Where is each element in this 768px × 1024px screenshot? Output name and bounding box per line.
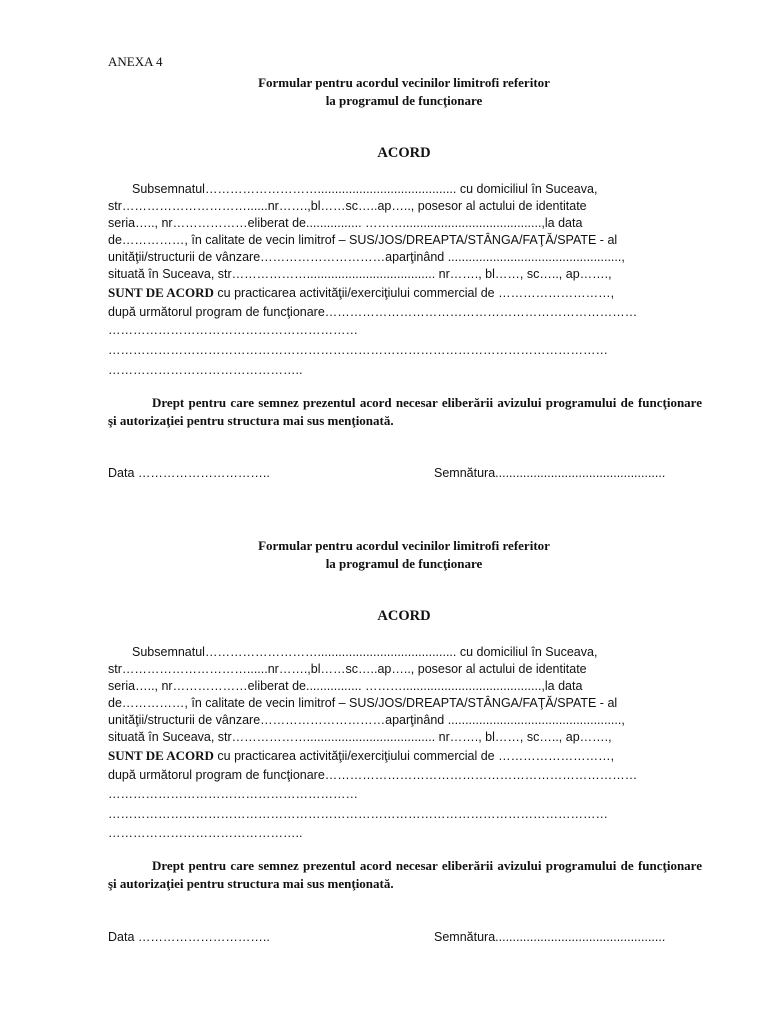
field-line-address: str…………………………......nr…….,bl……sc…..ap….., posesor al actului de identitate (108, 199, 587, 213)
field-line-location: situată în Suceava, str………………..................................... nr……., bl……, sc….., ap……., (108, 267, 612, 281)
agreement-text: cu practicarea activităţii/exerciţiului commercial de ………………………, (213, 286, 615, 300)
agreement-bold-label: SUNT DE ACORD (108, 748, 214, 763)
field-line-agreement (108, 748, 614, 764)
form-title-line-2: la programul de funcţionare (325, 556, 483, 571)
field-line-location: situată în Suceava, str………………..................................... nr……., bl……, sc….., ap……., (108, 730, 612, 744)
field-line-address: str…………………………......nr…….,bl……sc…..ap….., posesor al actului de identitate (108, 662, 587, 676)
signature-field: Semnătura................................................. (434, 466, 666, 480)
form-heading: ACORD (377, 608, 431, 624)
agreement-bold-label: SUNT DE ACORD (108, 285, 214, 300)
field-line-name: Subsemnatul………………………........................................ cu domiciliul în Suceava, (132, 645, 598, 659)
field-line-unit: unităţii/structurii de vânzare…………………………aparţinând .................................................., (108, 713, 625, 727)
form-heading: ACORD (377, 145, 431, 161)
dotted-line: ……………………………………….. (108, 826, 303, 840)
dotted-line: ………………………………………………………………………………………………………… (108, 343, 608, 357)
signature-field: Semnătura................................................. (434, 930, 666, 944)
annex-label: ANEXA 4 (108, 54, 163, 69)
field-line-schedule: după următorul program de funcţionare………………………………………………………………… (108, 768, 638, 782)
date-field: Data ………………………….. (108, 466, 270, 480)
field-line-id: seria….., nr………………eliberat de................ ………........................................,la data (108, 216, 583, 230)
dotted-line: …………………………………………………… (108, 787, 358, 801)
field-line-agreement (108, 285, 614, 301)
field-line-neighbor: de……………, în calitate de vecin limitrof – SUS/JOS/DREAPTA/STÂNGA/FAŢĂ/SPATE - al (108, 233, 618, 247)
field-line-unit: unităţii/structurii de vânzare…………………………aparţinând .................................................., (108, 250, 625, 264)
form-title-line-1: Formular pentru acordul vecinilor limitrofi referitor (258, 75, 550, 90)
declaration-text: Drept pentru care semnez prezentul acord necesar eliberării avizului programului de funcţionare şi autorizaţiei pentru structura mai sus menţionată. (108, 858, 702, 891)
agreement-text: cu practicarea activităţii/exerciţiului commercial de ………………………, (213, 749, 615, 763)
dotted-line: …………………………………………………… (108, 323, 358, 337)
declaration-text: Drept pentru care semnez prezentul acord necesar eliberării avizului programului de funcţionare şi autorizaţiei pentru structura mai sus menţionată. (108, 395, 702, 428)
form-title-line-2: la programul de funcţionare (325, 93, 483, 108)
dotted-line: ……………………………………….. (108, 363, 303, 377)
form-title-line-1: Formular pentru acordul vecinilor limitrofi referitor (258, 538, 550, 553)
field-line-id: seria….., nr………………eliberat de................ ………........................................,la data (108, 679, 583, 693)
field-line-name: Subsemnatul………………………........................................ cu domiciliul în Suceava, (132, 182, 598, 196)
date-field: Data ………………………….. (108, 930, 270, 944)
field-line-neighbor: de……………, în calitate de vecin limitrof – SUS/JOS/DREAPTA/STÂNGA/FAŢĂ/SPATE - al (108, 696, 618, 710)
dotted-line: ………………………………………………………………………………………………………… (108, 807, 608, 821)
field-line-schedule: după următorul program de funcţionare………………………………………………………………… (108, 305, 638, 319)
